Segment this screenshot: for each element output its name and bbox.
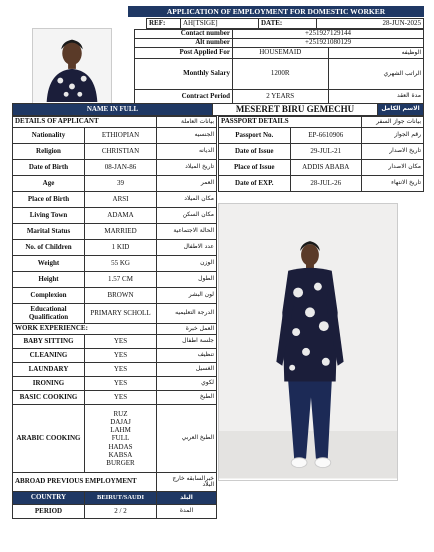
applicant-detail-label: No. of Children [13, 240, 85, 256]
applicant-detail-ar: العمر [157, 176, 217, 192]
experience-section-title: WORK EXPERIENCE: [13, 324, 157, 335]
abroad-ar: خبرالسابقه خارج البلاد [157, 473, 217, 492]
full-photo-image [219, 203, 397, 480]
arabic-dish-item: HADAS [108, 442, 133, 451]
passport-detail-value: EP-6610906 [290, 128, 362, 144]
post-ar: الوظيفه [328, 48, 424, 59]
applicant-detail-row [13, 272, 217, 288]
applicant-detail-row [13, 256, 217, 272]
applicant-detail-ar: الجنسيه [157, 128, 217, 144]
applicant-detail-label: Nationality [13, 128, 85, 144]
alt-label: Alt number [135, 39, 233, 48]
salary-ar: الراتب الشهري [328, 59, 424, 90]
applicant-detail-row [13, 144, 217, 160]
applicant-section-title: DETAILS OF APPLICANT [13, 117, 157, 128]
applicant-detail-ar: الوزن [157, 256, 217, 272]
applicant-detail-value: 39 [85, 176, 157, 192]
work-experience-table [12, 323, 217, 519]
arabic-dish-item: RUZ [113, 410, 128, 419]
alt-value: +251921080129 [233, 39, 424, 48]
applicant-detail-row [13, 176, 217, 192]
abroad-label: ABROAD PREVIOUS EMPLOYMENT [13, 473, 157, 492]
applicant-detail-label: Weight [13, 256, 85, 272]
experience-value: YES [85, 377, 157, 391]
application-form [12, 6, 424, 524]
form-title: APPLICATION OF EMPLOYMENT FOR DOMESTIC WORKER [128, 6, 424, 17]
experience-row [13, 377, 217, 391]
arabic-dish-item: BURGER [106, 458, 135, 467]
passport-detail-ar: رقم الجواز [362, 128, 424, 144]
passport-detail-row [219, 128, 424, 144]
applicant-detail-row [13, 208, 217, 224]
applicant-detail-label: Complexion [13, 288, 85, 304]
applicant-detail-ar: الديانه [157, 144, 217, 160]
country-value: BEIRUT/SAUDI [85, 492, 157, 505]
arabic-dish-item: KABSA [108, 450, 133, 459]
passport-detail-ar: تاريخ الانتهاء [362, 176, 424, 192]
country-label: COUNTRY [13, 492, 85, 505]
contract-ar: مدة العقد [328, 90, 424, 104]
applicant-detail-row [13, 304, 217, 324]
experience-ar: تنظيف [157, 349, 217, 363]
applicant-detail-label: Living Town [13, 208, 85, 224]
applicant-detail-row [13, 288, 217, 304]
passport-detail-label: Place of Issue [219, 160, 291, 176]
ref-value: AH[TSIGE] [181, 19, 259, 29]
name-ar: الاسم الكامل [378, 104, 424, 116]
arabic-cooking-dishes [85, 405, 157, 473]
passport-section-title-ar: بيانات جواز السفر [362, 117, 424, 128]
arabic-cooking-ar: الطبخ العربي [157, 405, 217, 473]
applicant-detail-ar: لون البشر [157, 288, 217, 304]
passport-details-table [218, 116, 424, 192]
ref-date-row [146, 18, 424, 29]
experience-value: YES [85, 363, 157, 377]
experience-value: YES [85, 391, 157, 405]
experience-row [13, 391, 217, 405]
contract-value: 2 YEARS [233, 90, 329, 104]
name-row [12, 103, 424, 116]
applicant-detail-value: ETHIOPIAN [85, 128, 157, 144]
applicant-detail-label: Religion [13, 144, 85, 160]
applicant-detail-value: 08-JAN-86 [85, 160, 157, 176]
contract-label: Contract Period [135, 90, 233, 104]
face-photo-image [33, 28, 111, 103]
applicant-detail-row [13, 192, 217, 208]
experience-value: YES [85, 335, 157, 349]
full-name: MESERET BIRU GEMECHU [213, 104, 378, 116]
post-value: HOUSEMAID [233, 48, 329, 59]
ref-label: REF: [147, 19, 181, 29]
applicant-detail-row [13, 160, 217, 176]
passport-detail-ar: مكان الاصدار [362, 160, 424, 176]
applicant-detail-label: Place of Birth [13, 192, 85, 208]
applicant-detail-value: ARSI [85, 192, 157, 208]
applicant-detail-ar: عدد الاطفال [157, 240, 217, 256]
date-label: DATE: [259, 19, 317, 29]
applicant-detail-value: BROWN [85, 288, 157, 304]
job-details-table [134, 29, 424, 104]
applicant-detail-value: MARRIED [85, 224, 157, 240]
applicant-detail-label: Height [13, 272, 85, 288]
applicant-detail-row [13, 224, 217, 240]
experience-ar: الطبخ [157, 391, 217, 405]
experience-label: CLEANING [13, 349, 85, 363]
passport-section-title: PASSPORT DETAILS [219, 117, 362, 128]
applicant-detail-value: 55 KG [85, 256, 157, 272]
date-value: 28-JUN-2025 [317, 19, 424, 29]
passport-detail-ar: تاريخ الاصدار [362, 144, 424, 160]
applicant-detail-label: Age [13, 176, 85, 192]
name-label: NAME IN FULL [13, 104, 213, 116]
applicant-detail-row [13, 128, 217, 144]
passport-detail-label: Date of EXP. [219, 176, 291, 192]
applicant-detail-value: ADAMA [85, 208, 157, 224]
passport-detail-row [219, 160, 424, 176]
applicant-detail-row [13, 240, 217, 256]
arabic-dish-item: DAJAJ [110, 418, 131, 427]
experience-section-title-ar: العمل خبرة [157, 324, 217, 335]
period-label: PERIOD [13, 505, 85, 519]
applicant-detail-value: PRIMARY SCHOLL [85, 304, 157, 324]
passport-detail-row [219, 144, 424, 160]
experience-label: BABY SITTING [13, 335, 85, 349]
applicant-section-title-ar: بيانات العاملة [157, 117, 217, 128]
passport-detail-label: Passport No. [219, 128, 291, 144]
passport-detail-value: 29-JUL-21 [290, 144, 362, 160]
period-ar: المدة [157, 505, 217, 519]
applicant-detail-ar: مكان الميلاد [157, 192, 217, 208]
applicant-detail-label: Date of Birth [13, 160, 85, 176]
applicant-detail-label: Marital Status [13, 224, 85, 240]
applicant-detail-ar: الطول [157, 272, 217, 288]
applicant-detail-value: CHRISTIAN [85, 144, 157, 160]
arabic-dish-item: FULL [111, 434, 130, 443]
experience-ar: جلسة اطفال [157, 335, 217, 349]
experience-ar: الغسيل [157, 363, 217, 377]
applicant-detail-ar: الدرجة التعليميه [157, 304, 217, 324]
experience-label: IRONING [13, 377, 85, 391]
applicant-details-table [12, 116, 217, 324]
applicant-detail-ar: مكان السكن [157, 208, 217, 224]
experience-label: LAUNDARY [13, 363, 85, 377]
applicant-face-photo [32, 28, 112, 104]
post-label: Post Applied For [135, 48, 233, 59]
passport-detail-value: 28-JUL-26 [290, 176, 362, 192]
period-value: 2 / 2 [85, 505, 157, 519]
salary-label: Monthly Salary [135, 59, 233, 90]
passport-detail-label: Date of Issue [219, 144, 291, 160]
experience-ar: لكوي [157, 377, 217, 391]
country-ar: البلد [157, 492, 217, 505]
applicant-detail-ar: الحالة الاجتماعية [157, 224, 217, 240]
experience-row [13, 363, 217, 377]
applicant-detail-ar: تاريخ الميلاد [157, 160, 217, 176]
passport-detail-value: ADDIS ABABA [290, 160, 362, 176]
arabic-cooking-label: ARABIC COOKING [13, 405, 85, 473]
applicant-detail-label: Educational Qualification [13, 304, 85, 324]
applicant-full-photo [218, 203, 398, 481]
applicant-detail-value: 1.57 CM [85, 272, 157, 288]
experience-value: YES [85, 349, 157, 363]
applicant-detail-value: 1 KID [85, 240, 157, 256]
salary-value: 1200R [233, 59, 329, 90]
passport-detail-row [219, 176, 424, 192]
experience-row [13, 349, 217, 363]
arabic-dish-item: LAHM [110, 426, 131, 435]
experience-row [13, 335, 217, 349]
contact-label: Contact number [135, 30, 233, 39]
contact-value: +251927129144 [233, 30, 424, 39]
experience-label: BASIC COOKING [13, 391, 85, 405]
